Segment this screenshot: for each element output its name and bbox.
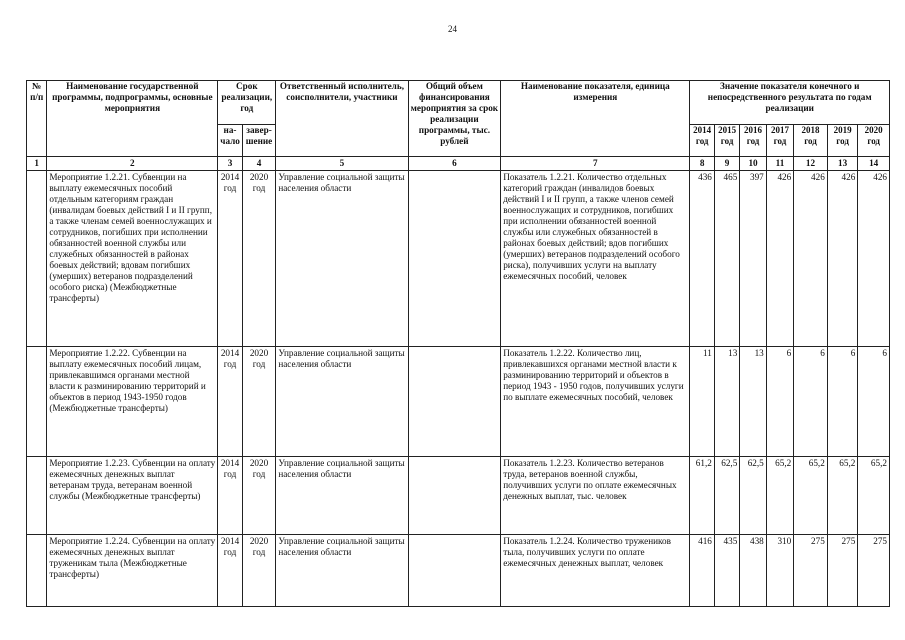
header-finance: Общий объем финансирования мероприятия за срок реализации программы, тыс. рублей <box>408 81 501 157</box>
value-cell: 62,5 <box>740 457 766 535</box>
header-end: завер-шение <box>242 125 276 157</box>
start-year: 2014 год <box>218 347 242 457</box>
value-cell: 13 <box>740 347 766 457</box>
value-cell: 11 <box>690 347 714 457</box>
value-cell: 416 <box>690 535 714 607</box>
start-year: 2014 год <box>218 535 242 607</box>
measure-name: Мероприятие 1.2.23. Субвенции на оплату ежемесячных денежных выплат ветеранам труда, ветеранам военной службы (Межбюджетные трансферты) <box>47 457 218 535</box>
indicator: Показатель 1.2.21. Количество отдельных категорий граждан (инвалидов боевых действий I и II групп, а также членов семей военнослужащих и сотрудников, погибших при исполнении обязанностей военной службы или служебных обязанностей в районах боевых действий; вдов погибших (умерших) ветеранов подразделений особого риска), получивших услуги на выплату ежемесячных пособий, человек <box>501 171 690 347</box>
column-number: 6 <box>408 157 501 171</box>
executor: Управление социальной защиты населения области <box>276 171 408 347</box>
header-executor: Ответственный исполнитель, соисполнители, участники <box>276 81 408 157</box>
column-number: 10 <box>740 157 766 171</box>
value-cell: 436 <box>690 171 714 347</box>
value-cell: 310 <box>766 535 793 607</box>
value-cell: 6 <box>794 347 828 457</box>
row-num <box>27 457 47 535</box>
value-cell: 62,5 <box>714 457 739 535</box>
column-number: 9 <box>714 157 739 171</box>
program-table <box>26 80 890 607</box>
value-cell: 438 <box>740 535 766 607</box>
header-year: 2014 год <box>690 125 714 157</box>
value-cell: 275 <box>794 535 828 607</box>
table-row <box>27 535 890 607</box>
end-year: 2020 год <box>242 347 276 457</box>
value-cell: 13 <box>714 347 739 457</box>
table-row <box>27 457 890 535</box>
measure-name: Мероприятие 1.2.24. Субвенции на оплату ежемесячных денежных выплат труженикам тыла (Межбюджетные трансферты) <box>47 535 218 607</box>
header-indicator: Наименование показателя, единица измерения <box>501 81 690 157</box>
executor: Управление социальной защиты населения области <box>276 535 408 607</box>
value-cell: 426 <box>794 171 828 347</box>
header-year: 2018 год <box>794 125 828 157</box>
measure-name: Мероприятие 1.2.22. Субвенции на выплату ежемесячных пособий лицам, привлекавшимся органами местной власти к разминированию территорий и объектов в период 1943-1950 годов (Межбюджетные трансферты) <box>47 347 218 457</box>
header-values: Значение показателя конечного и непосредственного результата по годам реализации <box>690 81 890 125</box>
indicator: Показатель 1.2.24. Количество тружеников тыла, получивших услуги по оплате ежемесячных денежных выплат, человек <box>501 535 690 607</box>
header-start: на-чало <box>218 125 242 157</box>
end-year: 2020 год <box>242 535 276 607</box>
measure-name: Мероприятие 1.2.21. Субвенции на выплату ежемесячных пособий отдельным категориям граждан (инвалидам боевых действий I и II групп, а также членам семей военнослужащих и сотрудников, погибших при исполнении обязанностей военной службы или служебных обязанностей в районах боевых действий; вдовам погибших (умерших) ветеранов подразделений особого риска) (Межбюджетные трансферты) <box>47 171 218 347</box>
table-row <box>27 171 890 347</box>
column-number: 5 <box>276 157 408 171</box>
value-cell: 397 <box>740 171 766 347</box>
column-number: 13 <box>827 157 858 171</box>
column-number: 8 <box>690 157 714 171</box>
end-year: 2020 год <box>242 457 276 535</box>
value-cell: 65,2 <box>766 457 793 535</box>
column-number: 14 <box>858 157 890 171</box>
row-num <box>27 347 47 457</box>
column-number: 1 <box>27 157 47 171</box>
value-cell: 6 <box>827 347 858 457</box>
header-year: 2015 год <box>714 125 739 157</box>
header-term: Срок реализации, год <box>218 81 276 125</box>
indicator: Показатель 1.2.22. Количество лиц, привлекавшихся органами местной власти к разминированию территорий и объектов в период 1943 - 1950 годов, получивших услуги по выплате ежемесячных пособий, человек <box>501 347 690 457</box>
row-num <box>27 171 47 347</box>
column-number: 3 <box>218 157 242 171</box>
value-cell: 465 <box>714 171 739 347</box>
finance <box>408 347 501 457</box>
executor: Управление социальной защиты населения области <box>276 347 408 457</box>
value-cell: 65,2 <box>794 457 828 535</box>
header-year: 2020 год <box>858 125 890 157</box>
value-cell: 435 <box>714 535 739 607</box>
value-cell: 6 <box>766 347 793 457</box>
value-cell: 65,2 <box>858 457 890 535</box>
finance <box>408 535 501 607</box>
start-year: 2014 год <box>218 171 242 347</box>
value-cell: 275 <box>858 535 890 607</box>
indicator: Показатель 1.2.23. Количество ветеранов труда, ветеранов военной службы, получивших услуги по оплате ежемесячных денежных выплат, тыс. человек <box>501 457 690 535</box>
executor: Управление социальной защиты населения области <box>276 457 408 535</box>
finance <box>408 171 501 347</box>
value-cell: 6 <box>858 347 890 457</box>
header-name: Наименование государственной программы, подпрограммы, основные мероприятия <box>47 81 218 157</box>
row-num <box>27 535 47 607</box>
header-year: 2017 год <box>766 125 793 157</box>
value-cell: 426 <box>858 171 890 347</box>
page-number: 24 <box>448 24 457 34</box>
value-cell: 426 <box>827 171 858 347</box>
header-num: № п/п <box>27 81 47 157</box>
table-row <box>27 347 890 457</box>
header-year: 2016 год <box>740 125 766 157</box>
end-year: 2020 год <box>242 171 276 347</box>
column-number: 11 <box>766 157 793 171</box>
value-cell: 61,2 <box>690 457 714 535</box>
finance <box>408 457 501 535</box>
value-cell: 426 <box>766 171 793 347</box>
column-number: 2 <box>47 157 218 171</box>
column-number: 4 <box>242 157 276 171</box>
start-year: 2014 год <box>218 457 242 535</box>
header-year: 2019 год <box>827 125 858 157</box>
value-cell: 275 <box>827 535 858 607</box>
value-cell: 65,2 <box>827 457 858 535</box>
column-number: 12 <box>794 157 828 171</box>
column-number: 7 <box>501 157 690 171</box>
